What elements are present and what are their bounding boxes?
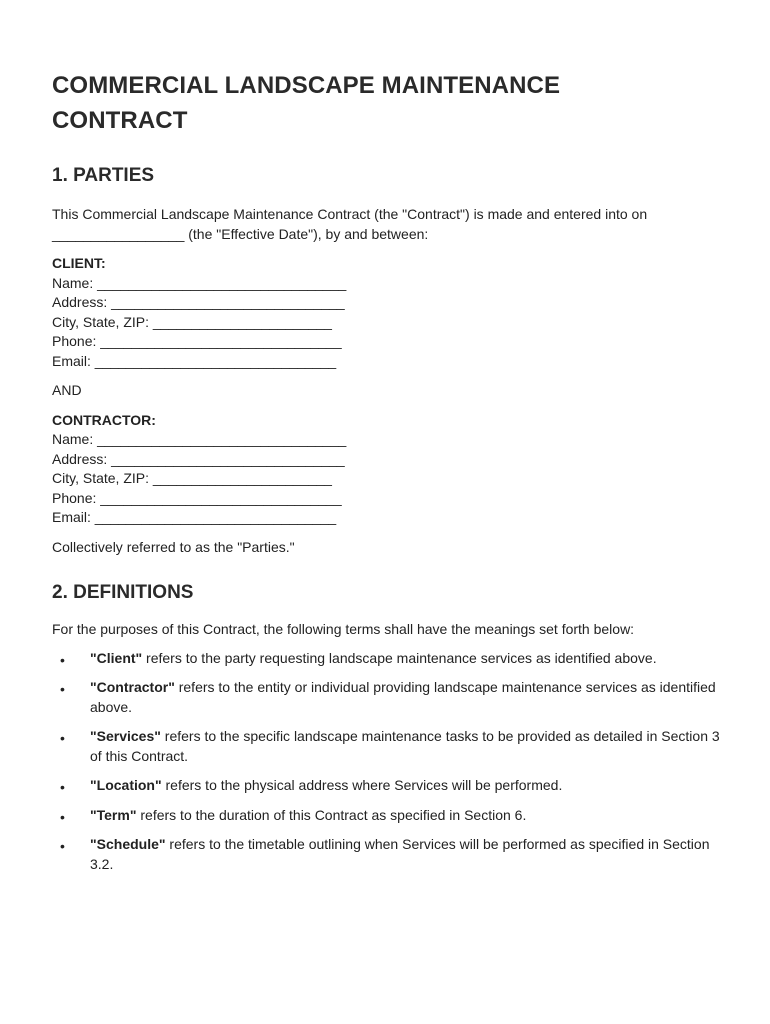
definition-text: refers to the physical address where Services will be performed. xyxy=(161,777,563,793)
definitions-list xyxy=(52,649,732,875)
definition-item xyxy=(52,835,732,874)
client-email-field: Email: _______________________________ xyxy=(52,352,337,369)
document-title-line2: CONTRACT xyxy=(52,107,188,134)
parties-intro-line2: _________________ (the "Effective Date"), by and between: xyxy=(52,225,429,242)
bullet-icon: • xyxy=(60,730,65,746)
definition-item xyxy=(52,776,732,796)
client-city-field: City, State, ZIP: _______________________ xyxy=(52,313,332,330)
contractor-block xyxy=(52,411,732,528)
definition-term: "Client" xyxy=(90,649,143,666)
contractor-address-field: Address: ______________________________ xyxy=(52,450,345,467)
client-address-field: Address: ______________________________ xyxy=(52,294,345,310)
parties-heading: 1. PARTIES xyxy=(52,165,155,186)
bullet-icon: • xyxy=(60,838,65,854)
definition-term: "Location" xyxy=(90,777,162,793)
contractor-label: CONTRACTOR: xyxy=(52,411,156,428)
definition-term: "Term" xyxy=(90,806,137,823)
bullet-icon: • xyxy=(60,651,65,668)
definition-text: refers to the duration of this Contract as specified in Section 6. xyxy=(136,806,527,823)
parties-intro-line1: This Commercial Landscape Maintenance Contract (the "Contract") is made and entered into on xyxy=(52,206,648,222)
definition-term: "Schedule" xyxy=(90,836,166,852)
client-name-field: Name: ________________________________ xyxy=(52,274,347,291)
definition-item xyxy=(52,678,732,717)
bullet-icon: • xyxy=(60,681,65,697)
document-body xyxy=(52,68,732,884)
client-label: CLIENT: xyxy=(52,255,106,271)
parties-collective-note: Collectively referred to as the "Parties." xyxy=(52,538,295,555)
definition-text: refers to the timetable outlining when Services will be performed as specified in Section 3.2. xyxy=(90,836,710,872)
contractor-email-field: Email: _______________________________ xyxy=(52,509,337,525)
document-title-line1: COMMERCIAL LANDSCAPE MAINTENANCE xyxy=(52,72,561,99)
definition-item xyxy=(52,727,732,766)
definition-text: refers to the party requesting landscape maintenance services as identified above. xyxy=(142,649,657,666)
parties-intro xyxy=(52,205,732,244)
client-phone-field: Phone: _______________________________ xyxy=(52,333,342,349)
definition-text: refers to the specific landscape maintenance tasks to be provided as detailed in Section 3 of this Contract. xyxy=(90,728,720,764)
definitions-heading: 2. DEFINITIONS xyxy=(52,582,194,603)
definitions-intro: For the purposes of this Contract, the following terms shall have the meanings set forth below: xyxy=(52,621,635,637)
bullet-icon: • xyxy=(60,779,65,795)
definition-term: "Contractor" xyxy=(90,679,175,695)
and-separator: AND xyxy=(52,382,82,398)
client-block xyxy=(52,254,732,371)
bullet-icon: • xyxy=(60,808,65,825)
definition-text: refers to the entity or individual providing landscape maintenance services as identified above. xyxy=(90,679,716,715)
contractor-name-field: Name: ________________________________ xyxy=(52,431,347,447)
definition-item xyxy=(52,649,732,669)
definition-item xyxy=(52,806,732,826)
contractor-phone-field: Phone: _______________________________ xyxy=(52,489,342,506)
contractor-city-field: City, State, ZIP: _______________________ xyxy=(52,470,332,486)
document-title xyxy=(52,68,732,138)
definition-term: "Services" xyxy=(90,728,161,744)
